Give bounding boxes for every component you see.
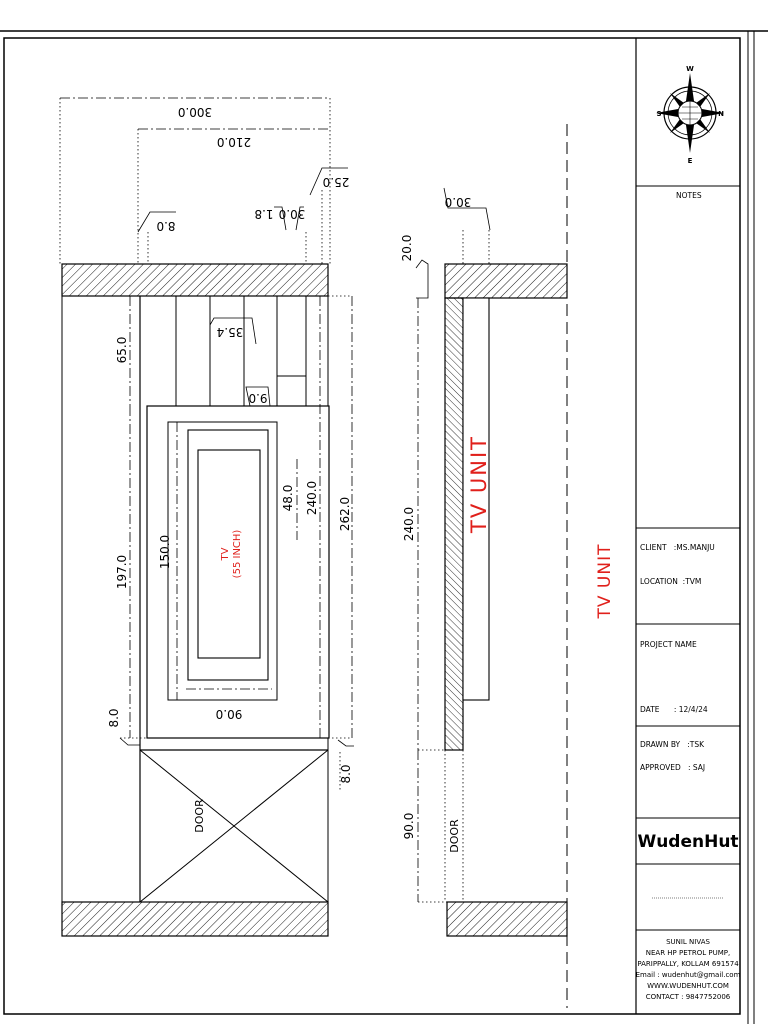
dim-side-30: 30.0 <box>444 195 472 209</box>
project-name-field: PROJECT NAME <box>640 640 697 649</box>
address-line3: PARIPPALLY, KOLLAM 691574 <box>637 960 739 968</box>
dim-25: 25.0 <box>322 175 350 189</box>
compass-icon <box>656 65 724 165</box>
compass-e: N <box>718 110 724 118</box>
date-field: DATE : 12/4/24 <box>640 705 708 714</box>
door-label-side: DOOR <box>448 819 461 853</box>
approved-field: APPROVED : SAJ <box>640 763 706 772</box>
tv-unit-main-label: TV UNIT <box>595 543 615 619</box>
dim-9: 9.0 <box>248 391 268 405</box>
dim-240: 240.0 <box>305 480 319 516</box>
dim-1-8: 1.8 <box>254 207 274 221</box>
title-block <box>636 38 741 1014</box>
dim-8-right: 8.0 <box>339 764 353 784</box>
compass-w: S <box>656 110 662 118</box>
dim-30: 30.0 <box>278 207 306 221</box>
dim-35-4: 35.4 <box>216 325 244 339</box>
front-elevation <box>62 264 329 936</box>
client-field: CLIENT :MS.MANJU <box>640 543 715 552</box>
notes-label: NOTES <box>676 191 702 200</box>
tv-unit-side-label: TV UNIT <box>467 435 491 533</box>
dim-8-left: 8.0 <box>156 219 176 233</box>
tv-size-label: (55 INCH) <box>232 529 243 579</box>
dim-300: 300.0 <box>177 105 213 119</box>
dim-48: 48.0 <box>281 484 295 512</box>
dim-210: 210.0 <box>216 135 252 149</box>
address-line1: SUNIL NIVAS <box>666 938 710 946</box>
location-field: LOCATION :TVM <box>640 577 702 586</box>
side-top-slab <box>445 264 567 298</box>
address-contact: CONTACT : 9847752006 <box>645 993 731 1001</box>
drawn-by-field: DRAWN BY :TSK <box>640 740 705 749</box>
side-bottom-slab <box>447 902 567 936</box>
dim-65: 65.0 <box>115 336 129 364</box>
address-web: WWW.WUDENHUT.COM <box>647 982 729 990</box>
side-section <box>445 124 567 1008</box>
compass-n: W <box>686 65 694 73</box>
dim-side-90: 90.0 <box>402 812 416 840</box>
dim-262: 262.0 <box>338 496 352 532</box>
door-label-front: DOOR <box>193 799 206 833</box>
dim-8-bottom: 8.0 <box>107 708 121 728</box>
dim-90: 90.0 <box>215 707 243 721</box>
bottom-slab <box>62 902 328 936</box>
dim-side-20: 20.0 <box>400 234 414 262</box>
side-post <box>445 298 463 750</box>
address-line2: NEAR HP PETROL PUMP, <box>645 949 731 957</box>
company-name: WudenHut <box>637 832 739 852</box>
dim-197: 197.0 <box>115 554 129 590</box>
tv-label: TV <box>220 547 231 561</box>
address-email: Email : wudenhut@gmail.com <box>635 971 741 979</box>
dim-150: 150.0 <box>158 534 172 570</box>
top-slab <box>62 264 328 296</box>
compass-s: E <box>687 157 693 165</box>
dim-side-240: 240.0 <box>402 506 416 542</box>
